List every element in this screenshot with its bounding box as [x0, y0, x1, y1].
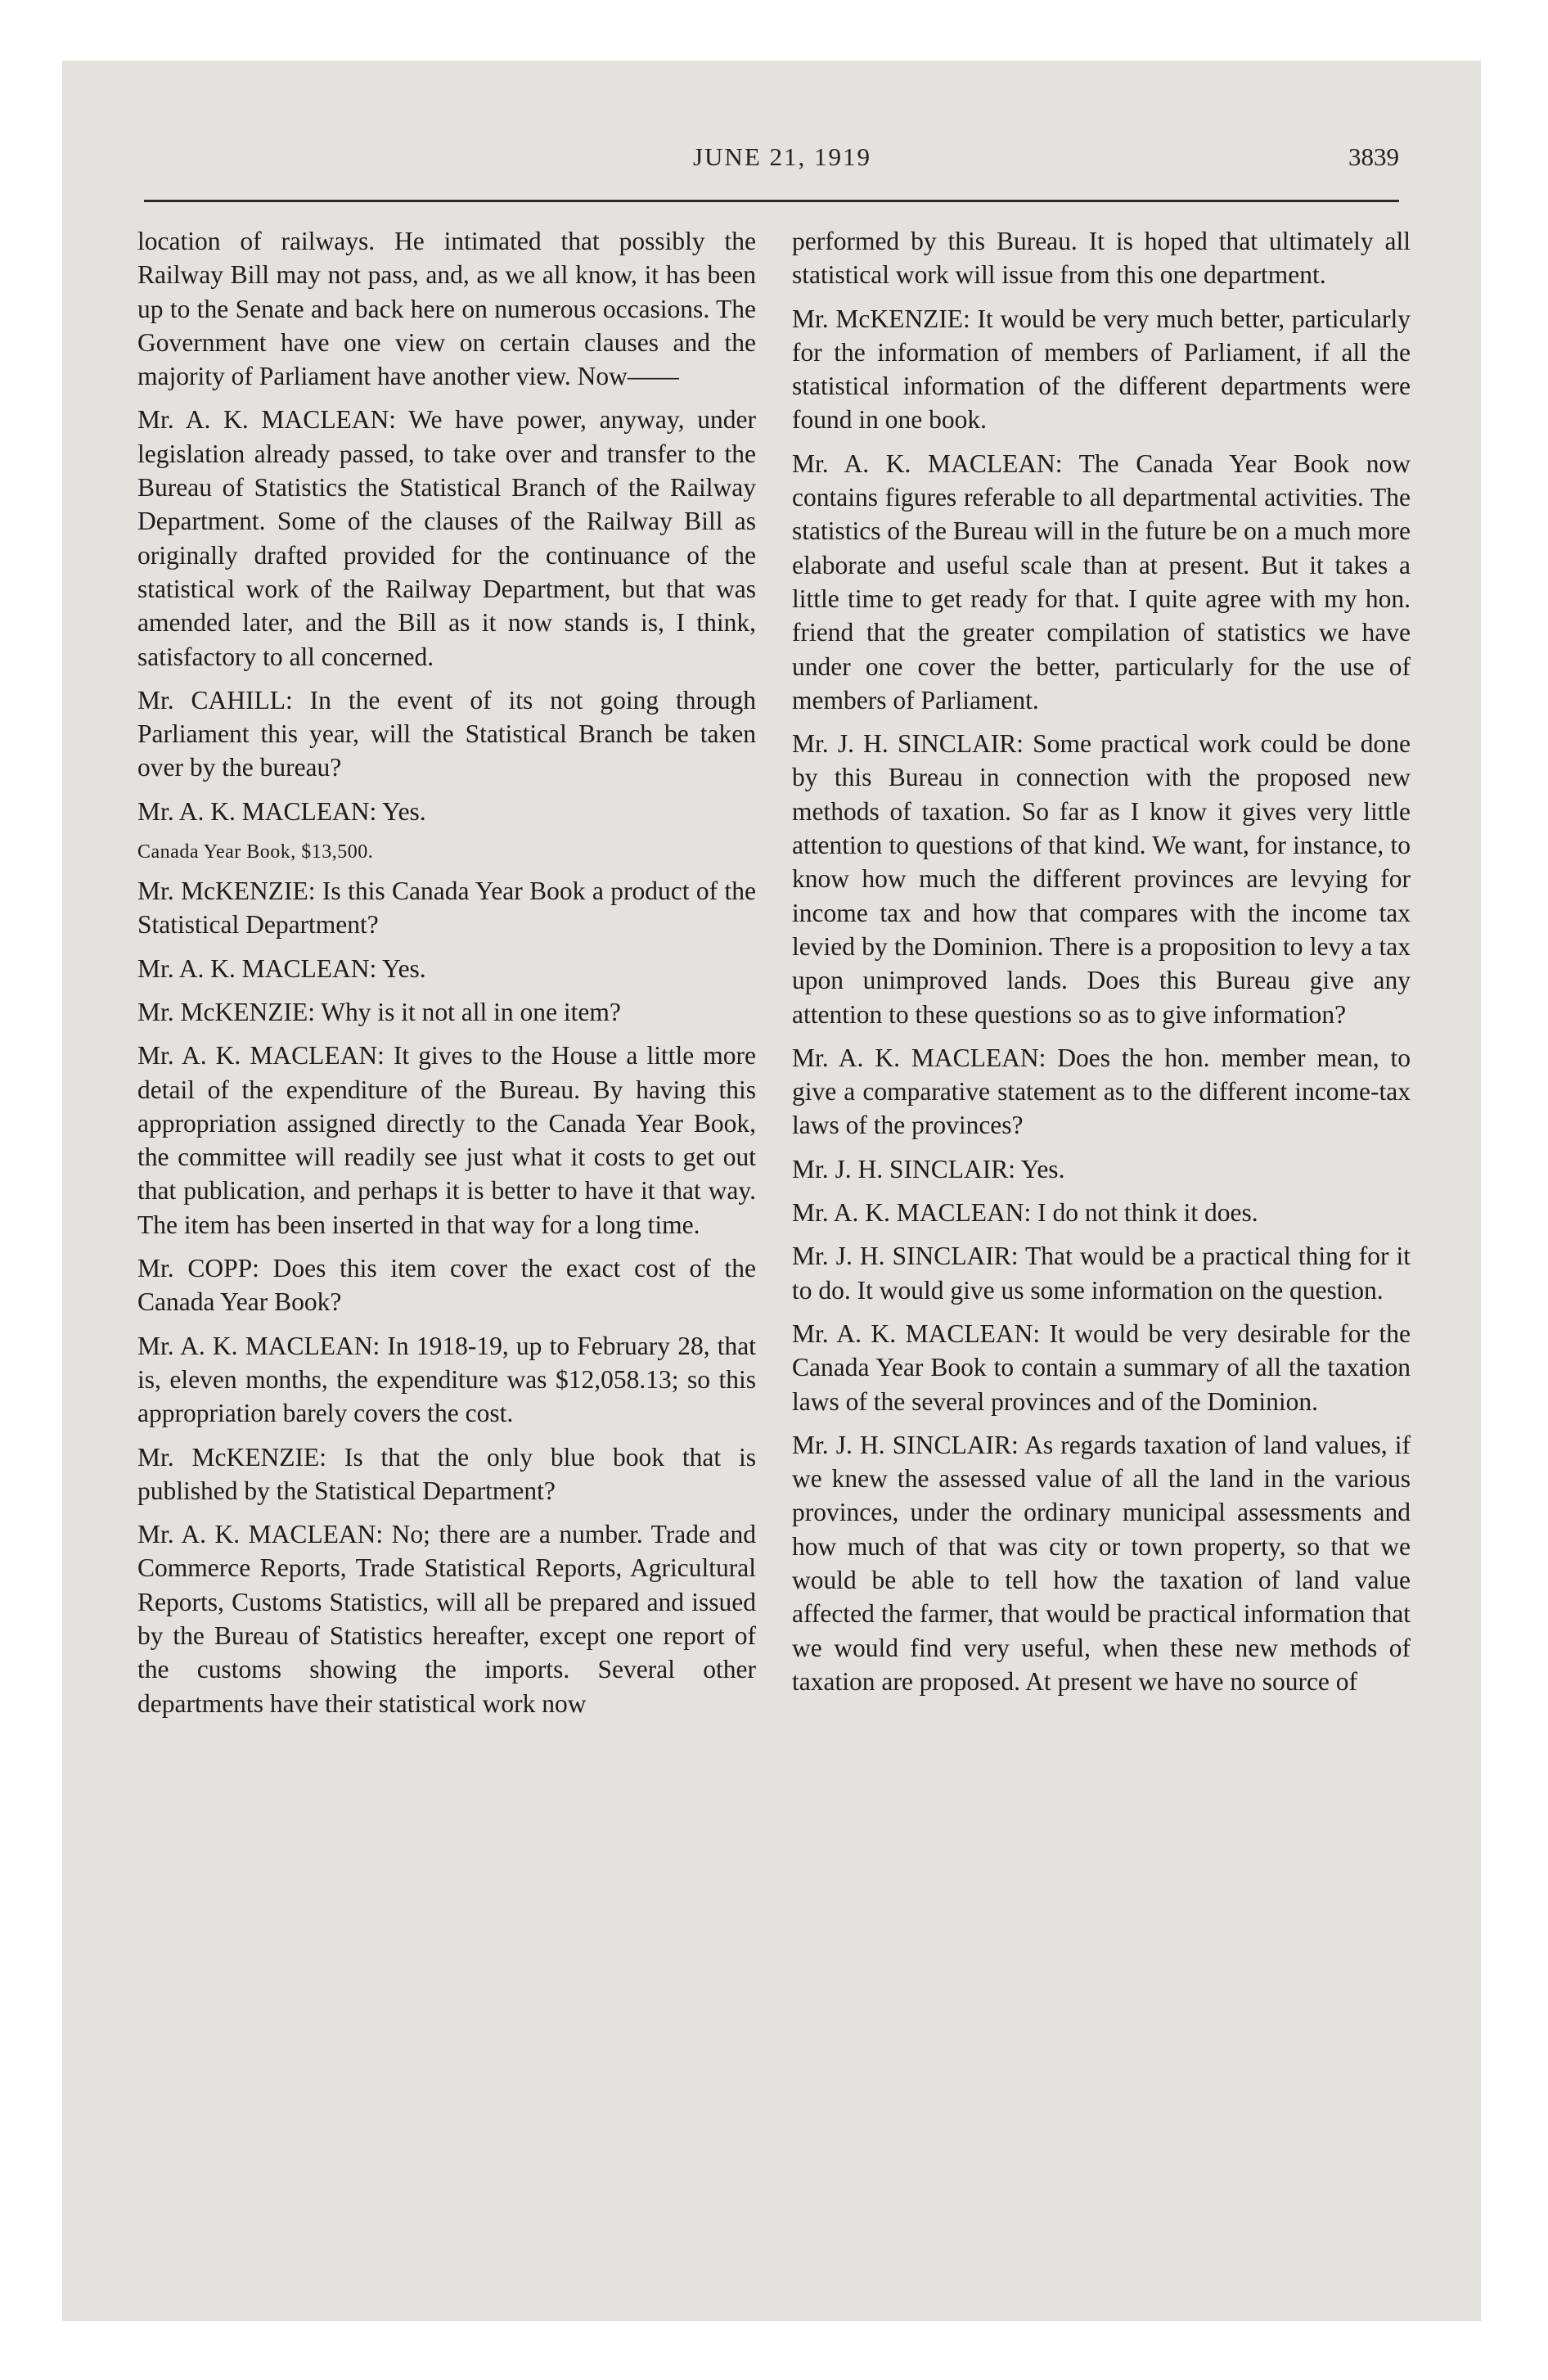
paragraph: Mr. A. K. MACLEAN: It gives to the House a little more detail of the expenditure of the Bureau. By having this appropriation assigned directly to the Canada Year Book, the committee will readily see just what it costs to get out that publication, and perhaps it is better to have it that way. The item has been inserted in that way for a long time.: [137, 1041, 756, 1239]
left-column: [137, 224, 756, 1730]
paragraph: Mr. A. K. MACLEAN: No; there are a number. Trade and Commerce Reports, Trade Statistical Reports, Agricultural Reports, Customs Statistics, will all be prepared and issued by the Bureau of Statistics hereafter, except one report of the customs showing the imports. Several other departments have their statistical work now: [137, 1520, 756, 1718]
paragraph: performed by this Bureau. It is hoped that ultimately all statistical work will issue from this one department.: [792, 227, 1411, 290]
header-date: JUNE 21, 1919: [692, 142, 872, 171]
paragraph: Mr. A. K. MACLEAN: I do not think it does.: [792, 1198, 1258, 1228]
paragraph: Mr. McKENZIE: It would be very much better, particularly for the information of members of Parliament, if all the statistical information of the different departments were found in one book.: [792, 304, 1411, 435]
paragraph: Mr. J. H. SINCLAIR: That would be a practical thing for it to do. It would give us some information on the question.: [792, 1242, 1411, 1305]
right-column: [792, 224, 1411, 1708]
paragraph: Mr. J. H. SINCLAIR: Yes.: [792, 1154, 1065, 1183]
page-number: 3839: [1348, 142, 1399, 171]
paragraph: Mr. J. H. SINCLAIR: Some practical work could be done by this Bureau in connection with the proposed new methods of taxation. So far as I know it gives very little attention to questions of that kind. We want, for instance, to know how much the different provinces are levying for income tax and how that compares with the income tax levied by the Dominion. There is a proposition to levy a tax upon unimproved lands. Does this Bureau give any attention to these questions so as to give information?: [792, 729, 1411, 1029]
paragraph: location of railways. He intimated that possibly the Railway Bill may not pass, and, as we all know, it has been up to the Senate and back here on numerous occasions. The Government have one view on certain clauses and the majority of Parliament have another view. Now——: [137, 227, 756, 391]
paragraph: Mr. A. K. MACLEAN: Yes.: [137, 796, 426, 826]
paragraph: Mr. J. H. SINCLAIR: As regards taxation of land values, if we knew the assessed value of all the land in the various provinces, under the ordinary municipal assessments and how much of that was city or town property, so that we would be able to tell how the taxation of land value affected the farmer, that would be practical information that we would find very useful, when these new methods of taxation are proposed. At present we have no source of: [792, 1430, 1411, 1696]
paragraph: Mr. A. K. MACLEAN: We have power, anyway, under legislation already passed, to take over and transfer to the Bureau of Statistics the Statistical Branch of the Railway Department. Some of the clauses of the Railway Bill as originally drafted provided for the continuance of the statistical work of the Railway Department, but that was amended later, and the Bill as it now stands is, I think, satisfactory to all concerned.: [137, 405, 756, 671]
paragraph: Mr. McKENZIE: Is that the only blue book that is published by the Statistical Department?: [137, 1442, 756, 1505]
paragraph: Mr. COPP: Does this item cover the exact cost of the Canada Year Book?: [137, 1254, 756, 1317]
paragraph: Mr. McKENZIE: Is this Canada Year Book a product of the Statistical Department?: [137, 877, 756, 940]
item-heading: Canada Year Book, $13,500.: [137, 841, 374, 863]
page-header: [62, 142, 1481, 183]
paragraph: Mr. A. K. MACLEAN: The Canada Year Book now contains figures referable to all departmental activities. The statistics of the Bureau will in the future be on a much more elaborate and useful scale than at present. But it takes a little time to get ready for that. I quite agree with my hon. friend that the greater compilation of statistics we have under one cover the better, particularly for the use of members of Parliament.: [792, 449, 1411, 714]
paragraph: Mr. A. K. MACLEAN: It would be very desirable for the Canada Year Book to contain a summary of all the taxation laws of the several provinces and of the Dominion.: [792, 1318, 1411, 1416]
paragraph: Mr. CAHILL: In the event of its not going through Parliament this year, will the Statistical Branch be taken over by the bureau?: [137, 685, 756, 782]
paragraph: Mr. A. K. MACLEAN: Yes.: [137, 953, 426, 983]
paragraph: Mr. A. K. MACLEAN: Does the hon. member mean, to give a comparative statement as to the different income-tax laws of the provinces?: [792, 1043, 1411, 1140]
header-rule: [144, 200, 1399, 202]
paragraph: Mr. A. K. MACLEAN: In 1918-19, up to February 28, that is, eleven months, the expenditure was $12,058.13; so this appropriation barely covers the cost.: [137, 1331, 756, 1428]
paragraph: Mr. McKENZIE: Why is it not all in one item?: [137, 997, 621, 1026]
page-scan: [62, 61, 1481, 2321]
